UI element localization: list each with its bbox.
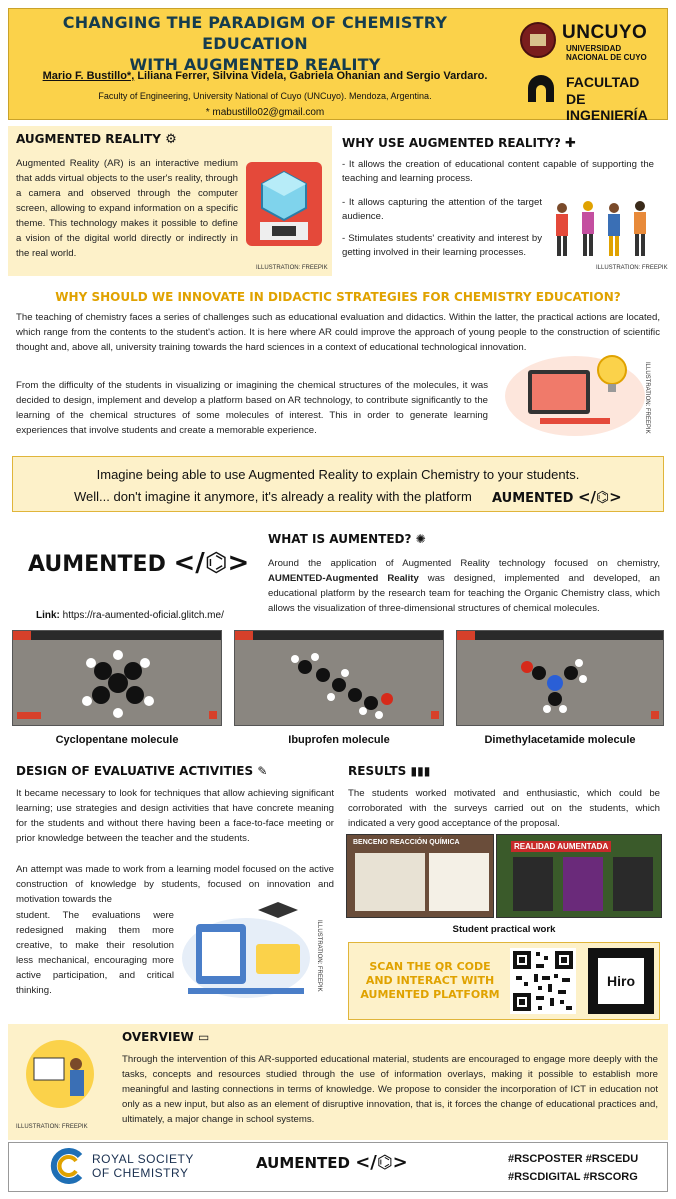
hiro-marker-label: Hiro (607, 973, 635, 989)
students-illustration (548, 196, 660, 260)
what-is-title: WHAT IS AUMENTED? ✺ (268, 532, 426, 546)
results-caption: Student practical work (452, 924, 556, 935)
imagine-line-1: Imagine being able to use Augmented Reality to explain Chemistry to your students. (96, 467, 580, 482)
cyclopentane-model (73, 643, 163, 725)
students-illustration-credit: ILLUSTRATION: FREEPIK (596, 265, 668, 271)
evaluation-illustration-credit: ILLUSTRATION: FREEPIK (316, 920, 322, 992)
code-molecule-icon: </⌬> (173, 548, 250, 578)
code-molecule-icon: </⌬> (355, 1152, 408, 1173)
what-is-description: Around the application of Augmented Reality technology focused on chemistry, AUMENTED-Augmented Reality was designed, implemented and developed, an educational platform by the research team for teaching the Organic Chemistry class, which allows the visualization of three-dimensional structures of chemical molecules. (268, 558, 661, 614)
design-paragraph-1: It became necessary to look for techniques that allow achieving significant learning; use strategies and design activities that have concrete meaning for the students and without there having been a face-to-face meeting or prior knowledge between the teacher and the students. (16, 788, 334, 844)
dimethylacetamide-model (517, 647, 597, 719)
design-title: DESIGN OF EVALUATIVE ACTIVITIES ✎ (16, 764, 268, 778)
affiliation: Faculty of Engineering, University National of Cuyo (UNCuyo). Mendoza, Argentina. (98, 91, 432, 101)
dimethylacetamide-screenshot (456, 630, 664, 726)
qr-code-icon[interactable] (510, 948, 576, 1014)
design-paragraph-2a: An attempt was made to work from a learning model focused on the active construction of knowledge by students, focused on innovation and motivation towards the (16, 864, 334, 905)
authors (20, 70, 510, 82)
why-use-title: WHY USE AUGMENTED REALITY? ✚ (342, 136, 576, 151)
aumented-logo: AUMENTED </⌬> (28, 548, 250, 578)
footer-hashtags: #RSCPOSTER #RSCEDU #RSCDIGITAL #RSCORG (508, 1153, 639, 1183)
ibuprofen-model (275, 645, 405, 725)
innovate-title: WHY SHOULD WE INNOVATE IN DIDACTIC STRATEGIES FOR CHEMISTRY EDUCATION? (55, 290, 621, 304)
institution-logos (516, 18, 660, 123)
hiro-marker (588, 948, 654, 1014)
rsc-logo-icon (50, 1148, 86, 1184)
aumented-link[interactable]: Link: https://ra-aumented-oficial.glitch.me/ (36, 610, 224, 621)
faculty-name-2: DE INGENIERÍA (566, 91, 648, 123)
photo1-label: BENCENO REACCIÓN QUÍMICA (353, 839, 460, 846)
overview-text: Through the intervention of this AR-supported educational material, students are encouraged to engage more deeply with the tasks, concepts and resources studied through the use of information overlays, making it possible to establish more meaningful and lasting connections in terms of knowledge. We propose to consider the incorporation of ICT in education not only as a new input, but also as an element of disruptive innovation, that is, it forces the change of educational practices and, ultimately, a major change in school systems. (122, 1054, 658, 1125)
ibuprofen-screenshot (234, 630, 444, 726)
imagine-brand: AUMENTED </⌬> (492, 488, 622, 506)
faculty-name-1: FACULTAD (566, 74, 640, 90)
results-title: RESULTS ▮▮▮ (348, 764, 431, 778)
evaluation-illustration (178, 894, 314, 1004)
molecule-icon: ✺ (415, 532, 426, 546)
student-photo-2 (496, 834, 662, 918)
bar-chart-icon: ▮▮▮ (410, 764, 431, 778)
imagine-line-2: Well... don't imagine it anymore, it's already a reality with the platform (74, 489, 472, 504)
poster-title: CHANGING THE PARADIGM OF CHEMISTRY EDUCATION WITH AUGMENTED REALITY (62, 13, 448, 74)
contact-email: * mabustillo02@gmail.com (205, 107, 325, 118)
overview-illustration (14, 1034, 106, 1116)
design-paragraph-2b: student. The evaluations were redesigned making them more creative, to make their resolution less mechanical, encouraging more active participation, and critical thinking. (16, 910, 174, 996)
results-text: The students worked motivated and enthusiastic, which could be corroborated with the surveys carried out on the students, which indicated a very good acceptance of the proposal. (348, 788, 660, 829)
footer-aumented-logo: AUMENTED </⌬> (256, 1152, 408, 1173)
uncuyo-seal-icon (520, 22, 556, 58)
ar-illustration-credit: ILLUSTRATION: FREEPIK (256, 265, 328, 271)
cyclopentane-screenshot (12, 630, 222, 726)
innovation-illustration-credit: ILLUSTRATION: FREEPIK (644, 362, 650, 434)
puzzle-icon: ✚ (564, 136, 576, 151)
qr-cta: SCAN THE QR CODE AND INTERACT WITH AUMENTED PLATFORM (360, 960, 500, 1001)
main-author: Mario F. Bustillo*, (42, 70, 135, 82)
gear-icon: ⚙ (165, 132, 177, 147)
uncuyo-sub2: NACIONAL DE CUYO (566, 53, 647, 62)
ar-section-title: AUGMENTED REALITY ⚙ (16, 132, 177, 147)
rsc-name: ROYAL SOCIETY OF CHEMISTRY (92, 1152, 194, 1180)
why-use-point-3: - Stimulates students' creativity and interest by getting involved in their learning processes. (342, 233, 542, 258)
student-photo-1 (346, 834, 494, 918)
cyclopentane-caption: Cyclopentane molecule (55, 734, 179, 746)
ar-description: Augmented Reality (AR) is an interactive medium that adds virtual objects to the user's reality, through a camera and observed through the computer screen, allowing to expand information on a specific theme. This technology makes it possible to define a vision of the digital world directly or indirectly in the real world. (16, 158, 238, 259)
presentation-icon: ▭ (197, 1030, 210, 1044)
overview-title: OVERVIEW ▭ (122, 1030, 210, 1044)
innovation-illustration (500, 336, 650, 440)
code-molecule-icon: </⌬> (577, 488, 622, 506)
uncuyo-name: UNCUYO (562, 22, 648, 43)
why-use-point-1: - It allows the creation of educational content capable of supporting the teaching and learning process. (342, 159, 654, 184)
photo2-label: REALIDAD AUMENTADA (511, 841, 611, 852)
innovate-paragraph-2: From the difficulty of the students in visualizing or imagining the chemical structures of the molecules, it was decided to design, implement and develop a platform based on AR technology, to contribute significantly to the learning of the chemical structures of some molecules of interest. This in order to generate learning experiences that involve students and create a memorable experience. (16, 380, 488, 436)
dimethylacetamide-caption: Dimethylacetamide molecule (484, 734, 636, 746)
ibuprofen-caption: Ibuprofen molecule (288, 734, 390, 746)
pencil-icon: ✎ (257, 764, 268, 778)
overview-illustration-credit: ILLUSTRATION: FREEPIK (16, 1124, 88, 1130)
why-use-point-2: - It allows capturing the attention of the target audience. (342, 197, 542, 222)
innovate-paragraph-1: The teaching of chemistry faces a series of challenges such as educational evaluation and didactics. Within the latter, the practical actions are located, which range from the contents to the student's action. It is here where AR could improve the approach of young people to the construction of scientific thought and, above all, university training towards the hard sciences in a context of educational technological innovation. (16, 312, 660, 353)
faculty-logo-icon (524, 72, 558, 106)
ar-illustration (242, 152, 326, 262)
co-authors: Liliana Ferrer, Silvina Videla, Gabriela Ohanian and Sergio Vardaro. (137, 70, 488, 82)
uncuyo-sub1: UNIVERSIDAD (566, 44, 622, 53)
